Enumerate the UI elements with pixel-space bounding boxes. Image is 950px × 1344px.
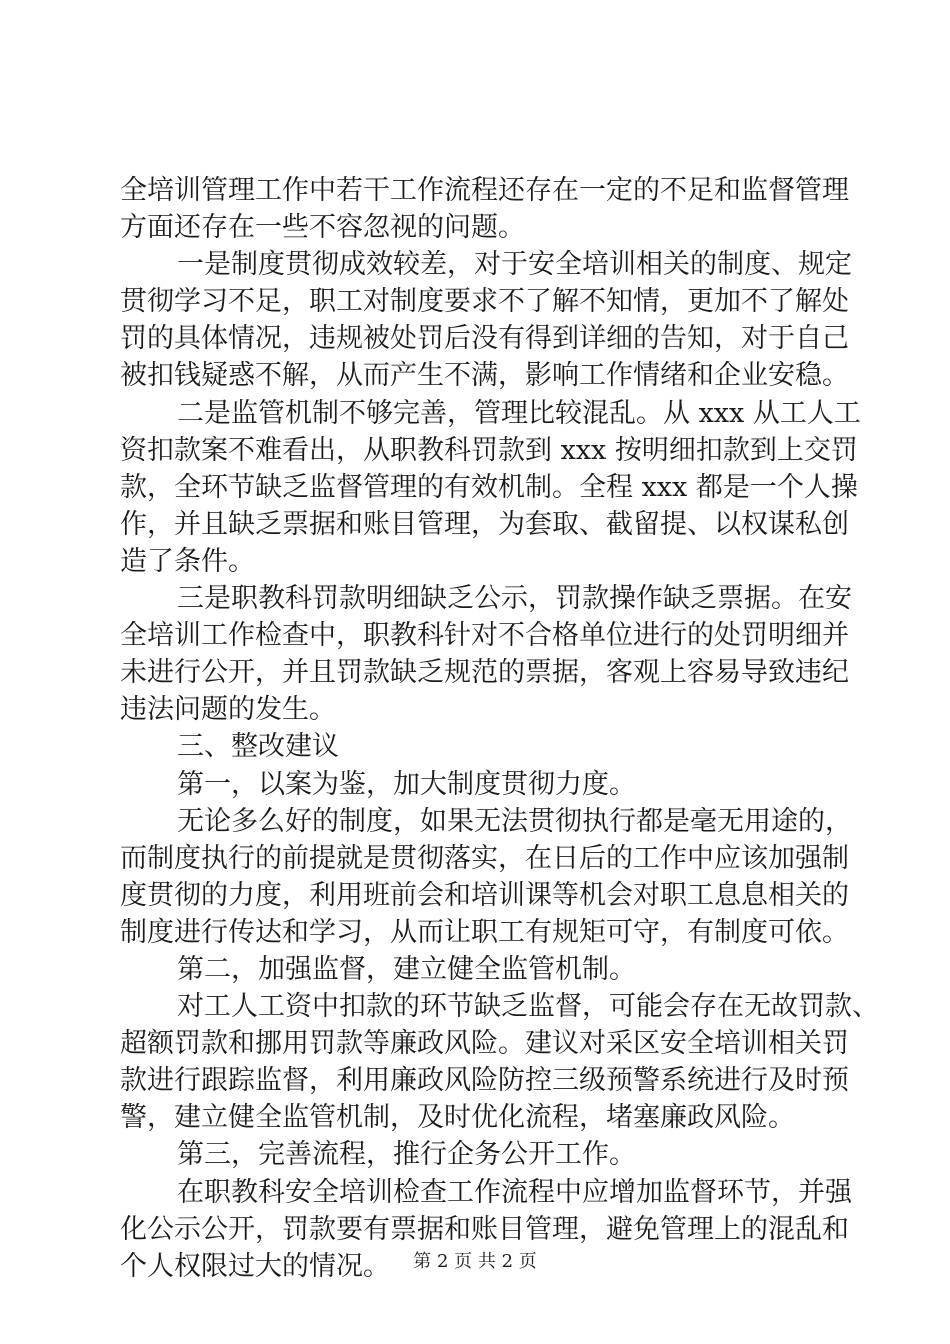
text-line: 超额罚款和挪用罚款等廉政风险。建议对采区安全培训相关罚	[120, 1028, 849, 1060]
text-line: 第三，完善流程，推行企务公开工作。	[177, 1139, 636, 1171]
text-line: 警，建立健全监管机制，及时优化流程，堵塞廉政风险。	[120, 1102, 795, 1134]
text-line: 全培训管理工作中若干工作流程还存在一定的不足和监督管理	[120, 175, 849, 206]
text-line: 贯彻学习不足，职工对制度要求不了解不知情，更加不了解处	[120, 286, 849, 318]
text-line: 一是制度贯彻成效较差，对于安全培训相关的制度、规定	[177, 249, 852, 281]
text-line: 而制度执行的前提就是贯彻落实，在日后的工作中应该加强制	[120, 842, 849, 874]
text-line: 被扣钱疑惑不解，从而产生不满，影响工作情绪和企业安稳。	[120, 360, 849, 392]
text-line: 资扣款案不难看出，从职教科罚款到 xxx 按明细扣款到上交罚	[120, 434, 858, 466]
text-line: 全培训工作检查中，职教科针对不合格单位进行的处罚明细并	[120, 620, 849, 652]
text-line: 三、整改建议	[177, 731, 339, 763]
text-line: 在职教科安全培训检查工作流程中应增加监督环节，并强	[177, 1176, 852, 1208]
page-number-label: 第 2 页 共 2 页	[413, 1251, 537, 1272]
text-line: 无论多么好的制度，如果无法贯彻执行都是毫无用途的，	[177, 805, 852, 837]
text-line: 第一，以案为鉴，加大制度贯彻力度。	[177, 768, 636, 800]
text-line: 造了条件。	[120, 545, 255, 577]
text-line: 方面还存在一些不容忽视的问题。	[120, 212, 525, 244]
text-line: 个人权限过大的情况。	[120, 1250, 390, 1282]
text-line: 款，全环节缺乏监督管理的有效机制。全程 xxx 都是一个人操	[120, 471, 858, 503]
text-line: 款进行跟踪监督，利用廉政风险防控三级预警系统进行及时预	[120, 1065, 849, 1097]
text-line: 制度进行传达和学习，从而让职工有规矩可守，有制度可依。	[120, 916, 849, 948]
text-line: 未进行公开，并且罚款缺乏规范的票据，客观上容易导致违纪	[120, 657, 849, 689]
text-line: 罚的具体情况，违规被处罚后没有得到详细的告知，对于自己	[120, 323, 849, 355]
text-line: 二是监管机制不够完善，管理比较混乱。从 xxx 从工人工	[177, 397, 861, 429]
text-line: 违法问题的发生。	[120, 694, 336, 726]
page-footer	[0, 1250, 950, 1274]
document-body	[120, 172, 879, 1285]
text-line: 对工人工资中扣款的环节缺乏监督，可能会存在无故罚款、	[177, 991, 879, 1023]
text-line: 作，并且缺乏票据和账目管理，为套取、截留提、以权谋私创	[120, 508, 849, 540]
text-line: 三是职教科罚款明细缺乏公示，罚款操作缺乏票据。在安	[177, 583, 852, 615]
text-line: 化公示公开，罚款要有票据和账目管理，避免管理上的混乱和	[120, 1213, 849, 1245]
text-line: 度贯彻的力度，利用班前会和培训课等机会对职工息息相关的	[120, 879, 849, 911]
text-line: 第二，加强监督，建立健全监管机制。	[177, 953, 636, 985]
